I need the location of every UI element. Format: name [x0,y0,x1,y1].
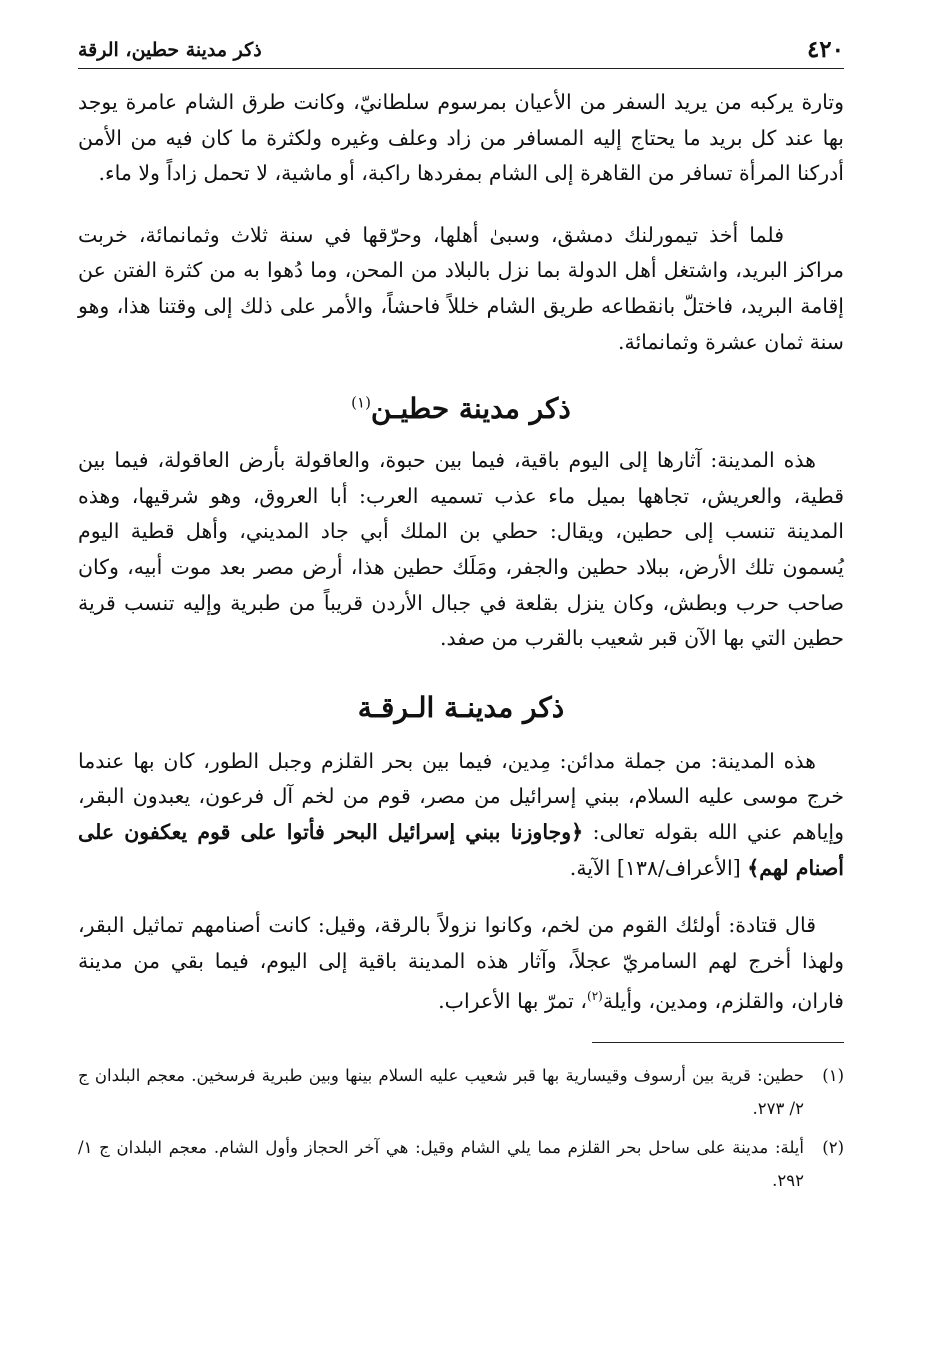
paragraph-post-routes: وتارة يركبه من يريد السفر من الأعيان بمرسوم سلطانيّ، وكانت طرق الشام عامرة يوجد بها عند كل بريد ما يحتاج إليه المسافر من زاد وعلف وغيره ولكثرة ما كان فيه من الأمن أدركنا المرأة تسافر من القاهرة إلى الشام بمفردها راكبة، أو ماشية، لا تحمل زاداً ولا ماء. [78,90,844,186]
qatada-text-start: قال قتادة: أولئك القوم من لخم، وكانوا نزولاً بالرقة، وقيل: كانت أصنامهم تماثيل البقر، ولهذا أخرج لهم السامريّ عجلاً، وآثار هذه المدينة باقية إلى اليوم، فيما بقي من مدينة فاران، والقلزم، ومدين، وأيلة [78,913,844,1014]
running-header [78,30,844,69]
footnote-text: حطين: قرية بين أرسوف وقيسارية بها قبر شعيب عليه السلام بينها وبين طبرية فرسخين. معجم البلدان ج ٢/ ٢٧٣. [78,1065,804,1118]
paragraph-raqqa [78,744,844,886]
paragraph-qatada [78,908,844,1020]
raqqa-text-end: [الأعراف/١٣٨] الآية. [569,855,748,880]
paragraph-hittin: هذه المدينة: آثارها إلى اليوم باقية، فيما بين حبوة، والعاقولة بأرض العاقولة، فيما بين قطية، والعريش، تجاهها بميل ماء عذب تسميه العرب: أبا العروق، وهو شرقيها، وهذه المدينة تنسب إلى حطين، ويقال: حطي بن الملك أبي جاد المديني، وأهل قطية اليوم يُسمون تلك الأرض، ببلاد حطين والجفر، ومَلَك حطين هذا، أرض مصر بعد موت أبيه، وكان صاحب حرب وبطش، وكان ينزل بقلعة في جبال الأردن قريباً من طبرية وإليه تنسب قرية حطين التي بها الآن قبر شعيب بالقرب من صفد. [78,448,844,651]
footnotes [78,1059,844,1197]
section-title-hittin [78,392,844,425]
footnote-1 [78,1059,844,1125]
page-number: ٤٢٠ [806,36,844,63]
raqqa-text-start: هذه المدينة: من جملة مدائن: مِدين، فيما بين بحر القلزم وجبل الطور، كان بها عندما خرج موسى عليه السلام، ببني إسرائيل من مصر، قوم من لخم آل فرعون، يعبدون البقر، وإياهم عني الله بقوله تعالى: [78,748,844,844]
section-title-hittin-text: ذكر مدينة حطيـن [370,392,571,426]
book-page [78,30,844,1197]
paragraph-timurlenk: فلما أخذ تيمورلنك دمشق، وسبىٰ أهلها، وحرّقها في سنة ثلاث وثمانمائة، خربت مراكز البريد، واشتغل أهل الدولة بما نزل بالبلاد من المحن، وما دُهوا به من كثرة الفتن عن إقامة البريد، فاختلّ بانقطاعه طريق الشام خللاً فاحشاً، والأمر على ذلك إلى وقتنا هذا، وهو سنة ثمان عشرة وثمانمائة. [78,222,844,354]
footnote-mark: (٢) [822,1137,844,1157]
footnote-mark: (١) [822,1065,844,1085]
section-title-raqqa: ذكر مدينـة الـرقـة [357,690,565,724]
footnote-text: أيلة: مدينة على ساحل بحر القلزم مما يلي الشام وقيل: هي آخر الحجاز وأول الشام. معجم البلدان ج ١/ ٢٩٢. [78,1137,804,1190]
footnote-ref-1[interactable]: (١) [351,393,371,412]
footnote-2 [78,1131,844,1197]
footnote-divider [592,1042,844,1043]
running-title: ذكر مدينة حطين، الرقة [78,39,262,61]
quran-verse: ﴿وجاوزنا ببني إسرائيل البحر فأتوا على قوم يعكفون على أصنام لهم﴾ [78,819,844,880]
qatada-text-end: ، تمرّ بها الأعراب. [438,989,588,1014]
footnote-ref-2[interactable]: (٢) [587,989,603,1004]
